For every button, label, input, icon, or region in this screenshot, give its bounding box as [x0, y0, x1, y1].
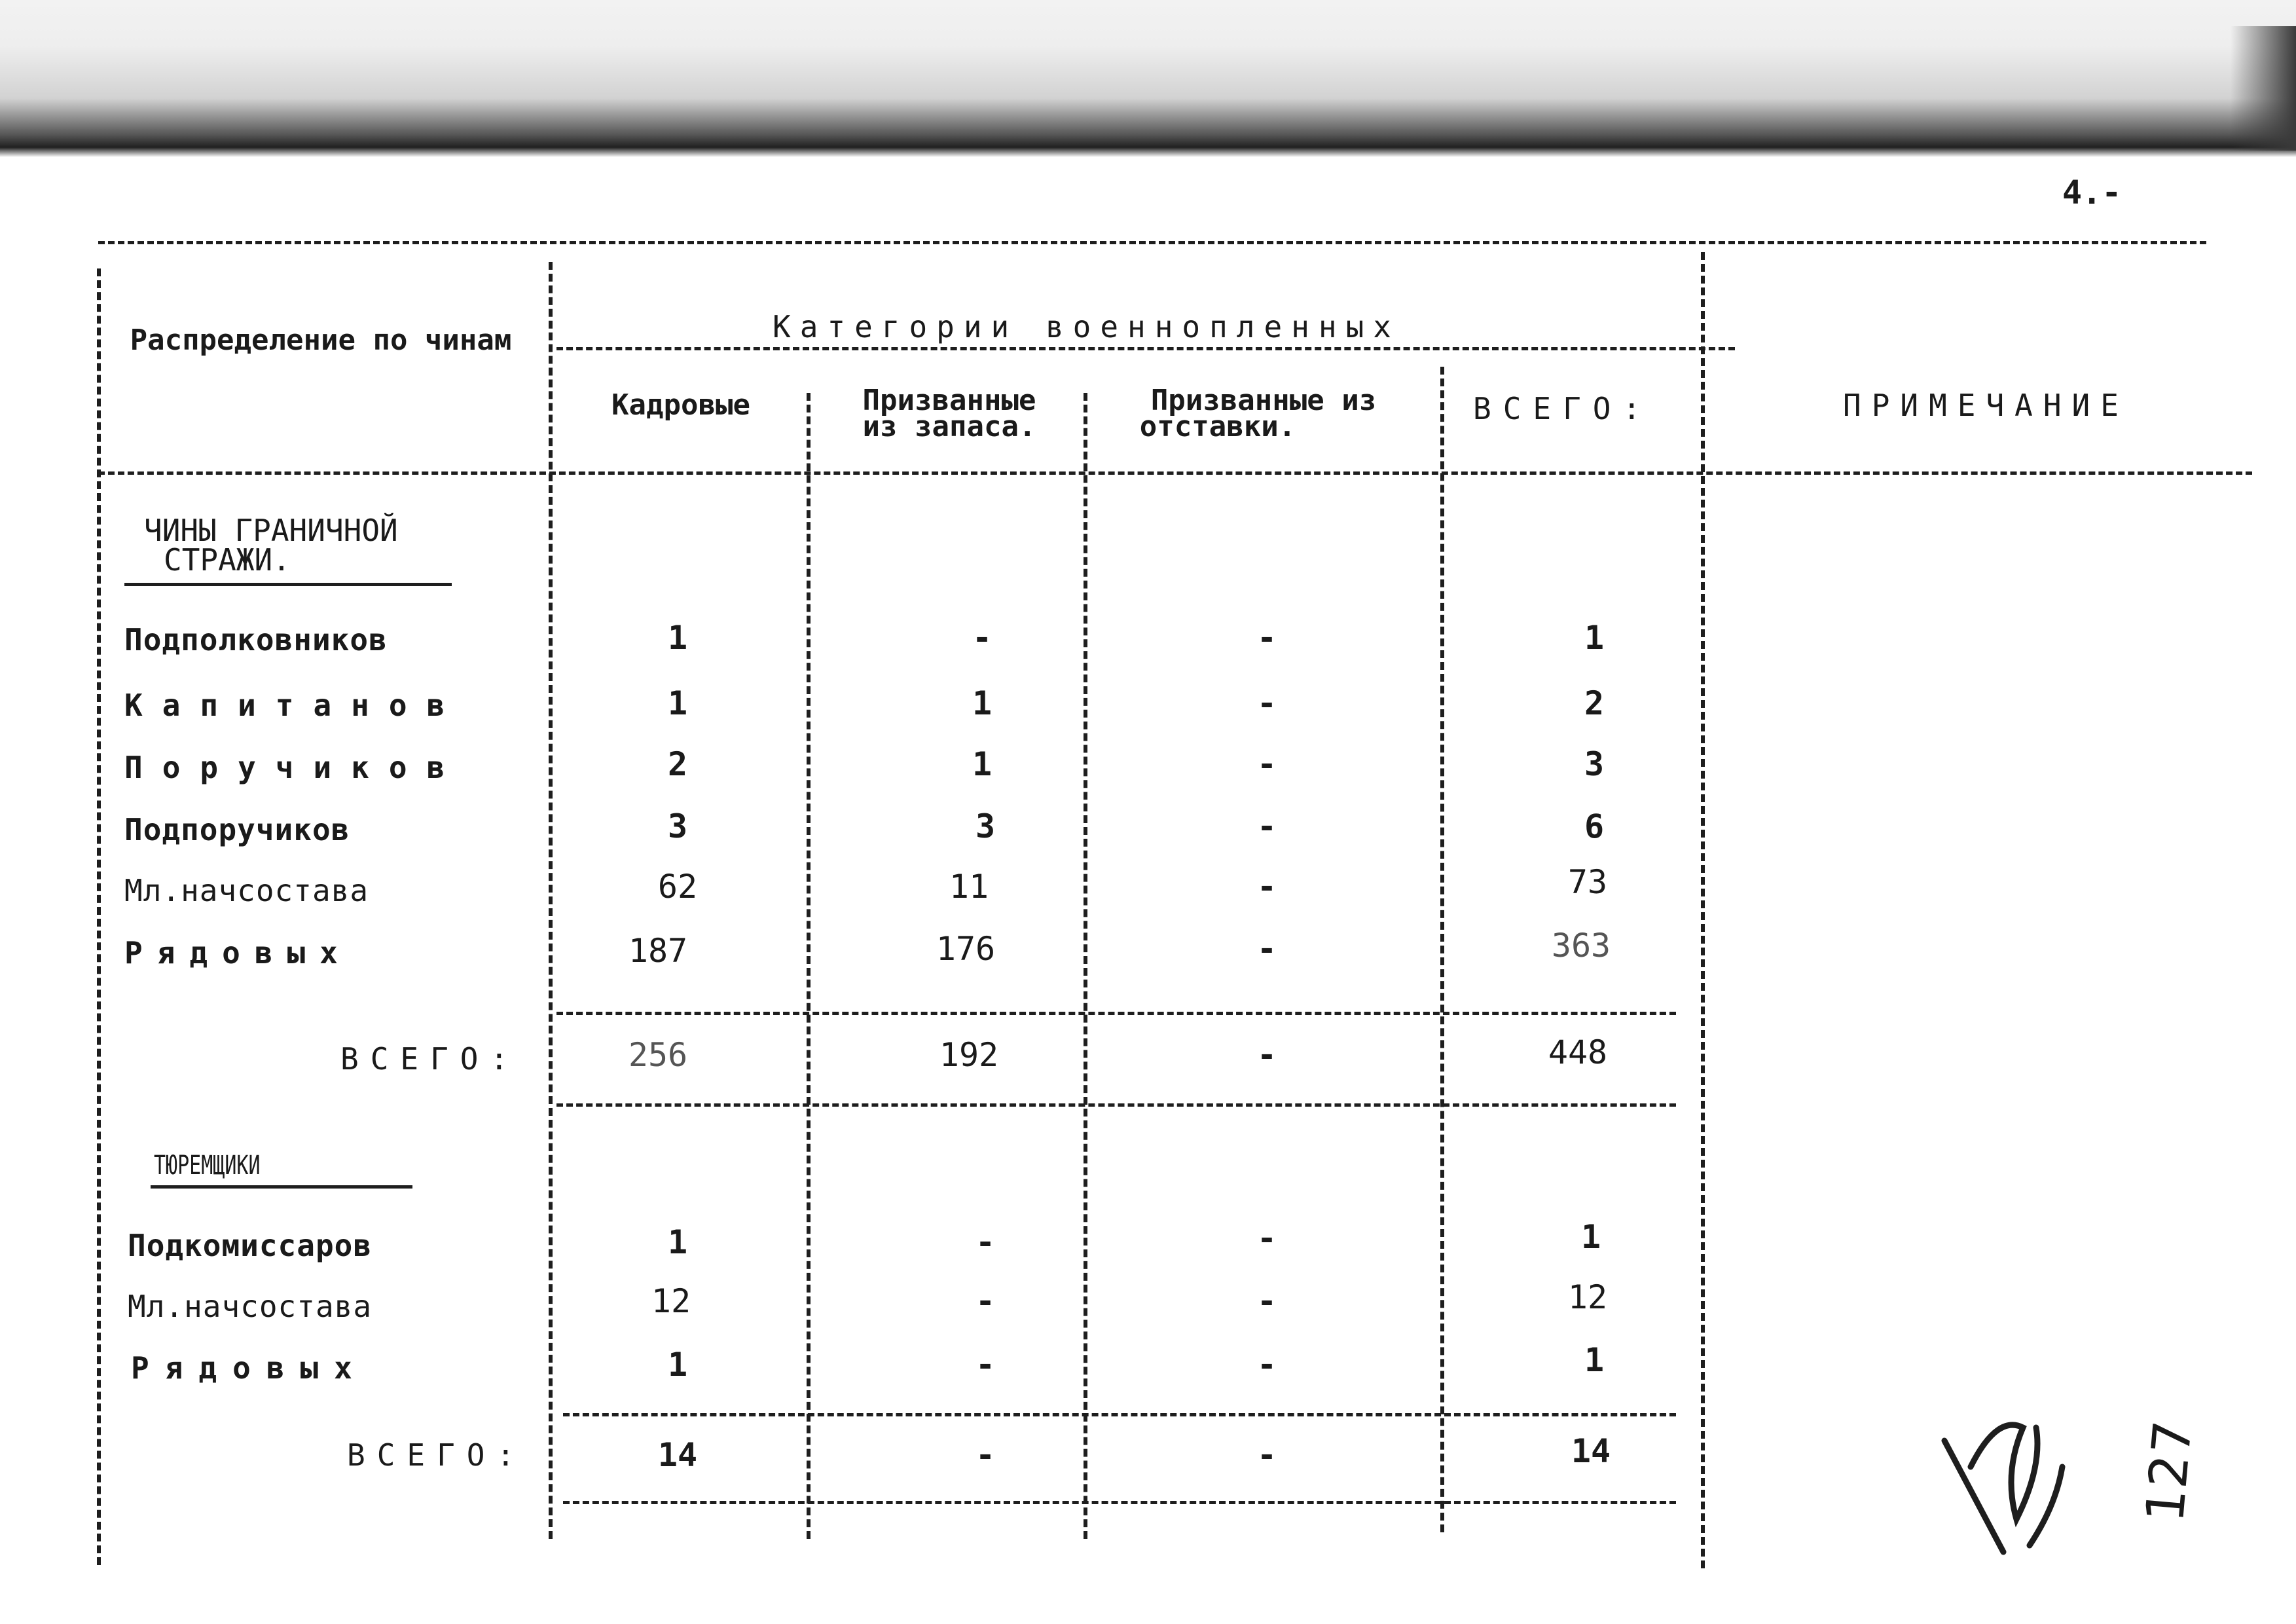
row-label: Мл.начсостава — [124, 873, 369, 908]
section2-title-underline — [151, 1185, 412, 1189]
cell-kadr: 187 — [628, 932, 688, 970]
cell-total: 6 — [1584, 807, 1605, 845]
header-kadrovye: Кадровые — [611, 388, 750, 422]
cell-kadr: 3 — [667, 807, 688, 845]
row-label: Подкомиссаров — [128, 1228, 373, 1263]
cell-zapas: 176 — [936, 930, 996, 968]
col-divider-kadr — [807, 393, 811, 1539]
cell-otst: - — [1256, 1346, 1277, 1384]
row-label: Поручиков — [124, 750, 465, 785]
row-label: Мл.начсостава — [128, 1289, 373, 1324]
section1-total-label: ВСЕГО: — [340, 1041, 520, 1077]
section2-total-total: 14 — [1571, 1432, 1611, 1470]
cell-kadr: 1 — [667, 1346, 688, 1384]
section2-title: ТЮРЕМЩИКИ — [154, 1151, 261, 1181]
cell-kadr: 1 — [667, 1223, 688, 1261]
row-label: Рядовых — [124, 935, 352, 970]
section2-total-zapas: - — [975, 1436, 996, 1474]
section2-total-label: ВСЕГО: — [347, 1437, 527, 1473]
header-zapas-line1: Призванные — [862, 384, 1036, 417]
cell-zapas: 3 — [975, 807, 996, 845]
cell-total: 363 — [1551, 927, 1611, 965]
cell-zapas: - — [975, 1223, 996, 1261]
header-zapas-line2: из запаса. — [862, 410, 1036, 443]
header-vsego: ВСЕГО: — [1473, 391, 1653, 426]
col-divider-zapas — [1084, 393, 1087, 1539]
cell-kadr: 62 — [657, 868, 698, 906]
cell-otst: - — [1256, 868, 1277, 906]
col-divider-total — [1701, 252, 1705, 1568]
section2-total-kadr: 14 — [657, 1436, 698, 1474]
col-left-border — [97, 268, 101, 1565]
cell-total: 1 — [1584, 1341, 1605, 1379]
header-categories: Категории военнопленных — [773, 309, 1400, 344]
section1-total-kadr: 256 — [628, 1036, 688, 1074]
cell-otst: - — [1256, 1219, 1277, 1257]
cell-total: 1 — [1584, 619, 1605, 657]
cell-total: 73 — [1567, 863, 1608, 901]
cell-kadr: 1 — [667, 619, 688, 657]
cell-total: 2 — [1584, 684, 1605, 722]
cell-total: 1 — [1580, 1218, 1601, 1256]
header-primechanie: ПРИМЕЧАНИЕ — [1843, 388, 2129, 423]
cell-otst: - — [1256, 684, 1277, 722]
scan-top-shadow — [0, 0, 2296, 157]
cell-total: 3 — [1584, 745, 1605, 783]
page-number: 4.- — [2062, 174, 2122, 212]
section2-total-otst: - — [1256, 1436, 1277, 1474]
section1-total-otst: - — [1256, 1036, 1277, 1074]
cell-otst: - — [1256, 1282, 1277, 1320]
section1-title-underline — [124, 583, 452, 586]
handwritten-folio-number: 127 — [2134, 1417, 2204, 1525]
rule-category-under — [556, 347, 1735, 350]
cell-otst: - — [1256, 619, 1277, 657]
rule-sum2-top — [563, 1413, 1676, 1416]
row-label: Подпоручиков — [124, 812, 350, 847]
cell-zapas: - — [975, 1282, 996, 1320]
cell-zapas: - — [975, 1346, 996, 1384]
cell-otst: - — [1256, 930, 1277, 968]
section1-title-line1: ЧИНЫ ГРАНИЧНОЙ — [144, 513, 398, 548]
cell-kadr: 12 — [651, 1282, 691, 1320]
cell-kadr: 2 — [667, 745, 688, 783]
col-divider-otst — [1440, 367, 1444, 1532]
col-divider-label — [549, 262, 553, 1539]
cell-zapas: 1 — [972, 684, 993, 722]
row-label: Подполковников — [124, 622, 388, 657]
rule-sum1-bottom — [556, 1103, 1676, 1107]
rule-sum1-top — [556, 1012, 1676, 1015]
cell-otst: - — [1256, 745, 1277, 783]
row-label: Рядовых — [131, 1350, 368, 1386]
cell-zapas: 1 — [972, 745, 993, 783]
header-otst-line1: Призванные из — [1150, 384, 1377, 417]
rule-top — [98, 241, 2206, 244]
row-label: Капитанов — [124, 688, 465, 723]
cell-total: 12 — [1567, 1278, 1608, 1316]
cell-kadr: 1 — [667, 684, 688, 722]
section1-total-zapas: 192 — [939, 1036, 999, 1074]
cell-otst: - — [1256, 807, 1277, 845]
scan-edge-stain — [2231, 26, 2296, 151]
cell-zapas: 11 — [949, 868, 989, 906]
header-otst-line2: отставки. — [1139, 410, 1296, 443]
section1-title-line2: СТРАЖИ. — [164, 542, 291, 578]
rule-header-bottom — [98, 471, 2252, 475]
rule-sum2-bottom — [563, 1501, 1676, 1504]
section1-total-total: 448 — [1548, 1033, 1608, 1071]
header-rank-distribution: Распределение по чинам — [130, 323, 512, 357]
cell-zapas: - — [972, 619, 993, 657]
